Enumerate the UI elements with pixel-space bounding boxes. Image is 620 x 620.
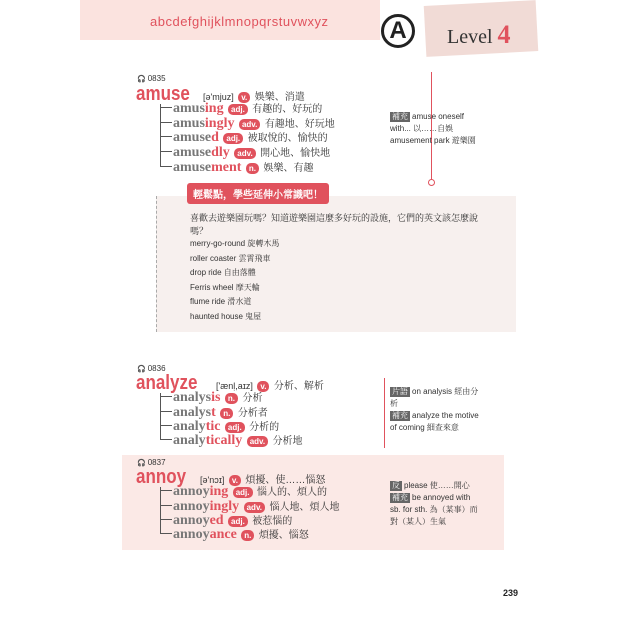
tree-branch (160, 439, 172, 440)
tree-branch (160, 425, 172, 426)
alphabet-rest: bcdefghijklmnopqrstuvwxyz (157, 14, 329, 29)
derivative-suffix: ingly (204, 116, 235, 131)
entry-code: 🎧 0837 (137, 458, 166, 467)
pos-badge: adv. (239, 119, 260, 130)
tip-label: 輕鬆點，學些延伸小常識吧！ (187, 183, 329, 204)
pos-badge: adj. (228, 104, 248, 115)
pos-badge: n. (246, 163, 259, 174)
meaning: 被取悅的、愉快的 (247, 133, 328, 144)
tip-item: Ferris wheel 摩天輪 (190, 283, 260, 292)
headword: amuse (136, 83, 190, 105)
headword: analyze (136, 372, 198, 394)
derivative-stem: annoy (173, 513, 210, 528)
divider-line (384, 378, 385, 448)
tree-line (160, 104, 161, 166)
derivative-suffix: ing (209, 484, 229, 499)
note-line: on analysis 經由分 (412, 387, 479, 396)
derivative (173, 431, 303, 449)
derivative-suffix: tically (205, 433, 243, 448)
level-label: Level (447, 26, 493, 48)
pos-badge: adj. (223, 133, 243, 144)
derivative-suffix: ed (209, 513, 224, 528)
note-line: be annoyed with (412, 493, 471, 502)
derivative-stem: amuse (173, 130, 212, 145)
meaning: 被惹惱的 (252, 516, 293, 527)
page-number: 239 (503, 588, 519, 598)
note-line: 對（某人）生氣 (390, 517, 446, 526)
tip-item: haunted house 鬼屋 (190, 312, 262, 321)
meaning: 煩擾、惱怒 (258, 530, 309, 541)
divider-dot (428, 179, 435, 186)
note-line: amusement park 遊樂園 (390, 136, 476, 145)
meaning: 分析 (242, 393, 263, 404)
derivative-suffix: ingly (209, 499, 240, 514)
meaning: 煩擾、使……惱怒 (245, 475, 326, 486)
pos-badge: adj. (233, 487, 253, 498)
phonetic: ['ænḷ,aɪz] (216, 381, 253, 391)
alphabet-first: a (150, 14, 158, 29)
derivative-stem: amuse (173, 160, 212, 175)
pos-badge: adv. (244, 502, 265, 513)
tree-branch (160, 533, 172, 534)
tree-branch (160, 136, 172, 137)
tip-dashed-line (156, 196, 157, 332)
pos-badge: n. (220, 408, 233, 419)
derivative-suffix: is (211, 390, 221, 405)
derivative-stem: annoy (173, 527, 210, 542)
derivative-stem: analy (173, 433, 206, 448)
note-tag: 補充 (392, 112, 408, 121)
note-line: analyze the motive (412, 411, 479, 420)
note-tag: 片語 (392, 387, 408, 396)
note-line: 析 (390, 399, 398, 408)
note-line: with... 以……自娛 (390, 124, 454, 133)
level-number: 4 (497, 20, 511, 49)
tip-item: roller coaster 雲霄飛車 (190, 254, 271, 263)
meaning: 分析地 (272, 436, 303, 447)
derivative-stem: analy (173, 419, 206, 434)
note-tag: 補充 (392, 411, 408, 420)
derivative-suffix: ance (209, 527, 237, 542)
tree-branch (160, 396, 172, 397)
derivative-stem: analys (173, 405, 212, 420)
meaning: 娛樂、有趣 (263, 163, 314, 174)
pos-badge: adv. (247, 436, 268, 447)
pos-badge: n. (225, 393, 238, 404)
meaning: 開心地、愉快地 (260, 148, 331, 159)
derivative-stem: amuse (173, 145, 212, 160)
tip-item: flume ride 滑水道 (190, 297, 252, 306)
tree-line (160, 393, 161, 439)
derivative-stem: annoy (173, 484, 210, 499)
pos-badge: v. (257, 381, 269, 392)
tree-branch (160, 411, 172, 412)
tree-branch (160, 151, 172, 152)
derivative-suffix: ing (204, 101, 224, 116)
derivative-suffix: t (211, 405, 216, 420)
note-tag: 反 (392, 481, 400, 490)
note-tag: 補充 (392, 493, 408, 502)
pos-badge: v. (238, 92, 250, 103)
note-line: please 使……開心 (404, 481, 470, 490)
tree-line (160, 487, 161, 533)
pos-badge: v. (229, 475, 241, 486)
entry-code: 🎧 0835 (137, 74, 166, 83)
pos-badge: adv. (234, 148, 255, 159)
meaning: 娛樂、消遣 (254, 92, 305, 103)
alphabet-strip (150, 14, 328, 29)
note-line: sb. for sth. 為（某事）而 (390, 505, 478, 514)
tip-item: merry-go-round 旋轉木馬 (190, 239, 280, 248)
meaning: 有趣地、好玩地 (264, 119, 335, 130)
phonetic: [ə'mjuz] (203, 92, 234, 102)
meaning: 分析、解析 (273, 381, 324, 392)
side-note (390, 480, 502, 528)
pos-badge: adj. (228, 516, 248, 527)
derivative (173, 525, 309, 543)
phonetic: [ə'nɔɪ] (200, 475, 225, 485)
tree-branch (160, 107, 172, 108)
derivative-stem: amus (173, 116, 205, 131)
meaning: 惱人的、煩人的 (256, 487, 327, 498)
meaning: 有趣的、好玩的 (252, 104, 323, 115)
note-line: amuse oneself (412, 112, 465, 121)
note-line: of coming 細查來意 (390, 423, 459, 432)
tree-branch (160, 166, 172, 167)
tree-branch (160, 122, 172, 123)
section-letter: A (381, 14, 415, 48)
derivative (173, 158, 313, 176)
meaning: 惱人地、煩人地 (269, 502, 340, 513)
pos-badge: n. (241, 530, 254, 541)
level-indicator (447, 20, 511, 50)
derivative-suffix: ment (211, 160, 242, 175)
derivative-stem: analys (173, 390, 212, 405)
tree-branch (160, 490, 172, 491)
tip-item: drop ride 自由落體 (190, 268, 256, 277)
derivative-stem: annoy (173, 499, 210, 514)
derivative-suffix: tic (205, 419, 221, 434)
pos-badge: adj. (225, 422, 245, 433)
tree-branch (160, 519, 172, 520)
tree-branch (160, 505, 172, 506)
derivative-suffix: dly (211, 145, 230, 160)
derivative-suffix: d (211, 130, 219, 145)
headword: annoy (136, 466, 187, 488)
meaning: 分析者 (237, 408, 268, 419)
derivative-stem: amus (173, 101, 205, 116)
tip-question: 喜歡去遊樂園玩嗎？知道遊樂園這麼多好玩的設施，它們的英文該怎麼說嗎？ (190, 213, 479, 236)
meaning: 分析的 (249, 422, 280, 433)
entry-code: 🎧 0836 (137, 364, 166, 373)
side-note (390, 111, 500, 147)
side-note (390, 386, 500, 434)
